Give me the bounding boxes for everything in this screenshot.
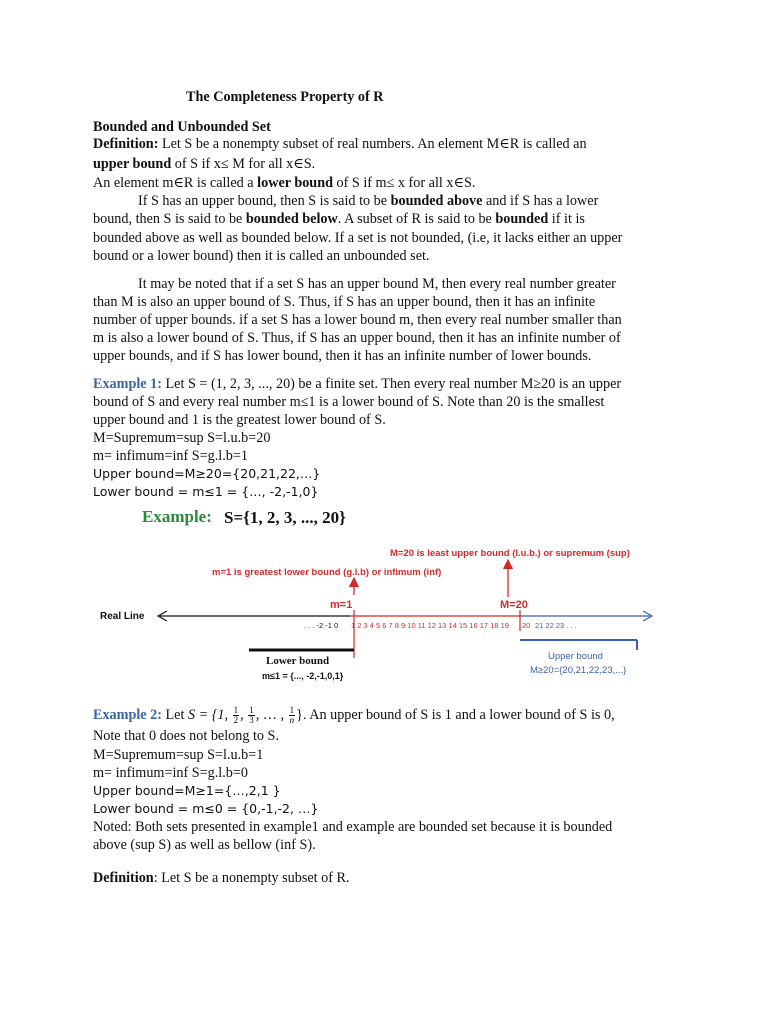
section-heading: Bounded and Unbounded Set — [93, 119, 271, 135]
example-1-label: Example 1: — [93, 376, 162, 392]
example-2-line-1: Example 2: Let S = {1, $\frac{1}{2}$ , $\frac{1}{3}$ , … , $\frac{1}{n}$ }. An upper bound of S is 1 and a lower bound of S is 0, — [93, 705, 615, 726]
fraction-one-half: $\frac{1}{2}$ — [233, 705, 239, 726]
definition-1-line-3: An element m∈R is called a lower bound of S if m≤ x for all x∈S. — [93, 175, 476, 191]
paragraph-1-line-1: If S has an upper bound, then S is said to be bounded above and if S has a lower — [138, 193, 599, 209]
real-line-label: Real Line — [100, 611, 145, 622]
paragraph-2-line-5: upper bounds, and if S has lower bound, then it has an infinite number of lower bounds. — [93, 348, 592, 364]
example-2-line-2: Note that 0 does not belong to S. — [93, 728, 279, 744]
example-2-note-line-1: Noted: Both sets presented in example1 and example are bounded set because it is bounded — [93, 819, 613, 835]
definition-1-line-2: upper bound of S if x≤ M for all x∈S. — [93, 156, 316, 172]
example-2-lower-bound-set: Lower bound = m≤0 = {0,-1,-2, …} — [93, 801, 319, 816]
definition-2: Definition: Let S be a nonempty subset of R. — [93, 870, 350, 886]
diagram-set: S={1, 2, 3, ..., 20} — [224, 508, 346, 527]
lower-bound-set: m≤1 = {..., -2,-1,0,1} — [262, 671, 344, 681]
tick-labels-positive: 21 22 23 . . . — [535, 621, 577, 630]
paragraph-2-line-3: number of upper bounds. if a set S has a lower bound m, then every real number smaller than — [93, 312, 622, 328]
paragraph-2-line-2: than M is also an upper bound of S. Thus, if S has an upper bound, then it has an infinite — [93, 294, 596, 310]
number-line-diagram — [92, 500, 672, 690]
example-1-upper-bound-set: Upper bound=M≥20={20,21,22,…} — [93, 466, 321, 481]
tick-labels-negative: . . . -2 -1 0 — [304, 621, 339, 630]
upper-bound-term: upper bound — [93, 156, 172, 172]
example-2-note-line-2: above (sup S) as well as bellow (inf S). — [93, 837, 316, 853]
upper-bound-title: Upper bound — [548, 651, 603, 662]
example-1-infimum: m= infimum=inf S=g.l.b=1 — [93, 448, 248, 464]
fraction-one-third: $\frac{1}{3}$ — [249, 705, 254, 726]
M-label: M=20 — [500, 599, 528, 611]
tick-label-20: 20 — [522, 621, 531, 630]
lower-bound-title: Lower bound — [266, 655, 330, 667]
example-1-line-3: upper bound and 1 is the greatest lower bound of S. — [93, 412, 386, 428]
example-2-upper-bound-set: Upper bound=M≥1={…,2,1 } — [93, 783, 281, 798]
paragraph-1-line-2: bound, then S is said to be bounded below. A subset of R is said to be bounded if it is — [93, 211, 585, 227]
example-2-label: Example 2: — [93, 707, 162, 723]
tick-labels-set: 1 2 3 4 5 6 7 8 9 10 11 12 13 14 15 16 17 18 19 — [351, 621, 509, 630]
example-1-lower-bound-set: Lower bound = m≤1 = {…, -2,-1,0} — [93, 484, 319, 499]
diagram-example-label: Example: — [142, 507, 212, 526]
definition-label: Definition: — [93, 136, 159, 152]
upper-bound-set: M≥20={20,21,22,23,...} — [530, 665, 627, 676]
example-2-supremum: M=Supremum=sup S=l.u.b=1 — [93, 747, 264, 763]
definition-1-line-1: Definition: Let S be a nonempty subset of real numbers. An element M∈R is called an — [93, 136, 587, 152]
lower-bound-term: lower bound — [257, 175, 333, 191]
fraction-one-over-n: $\frac{1}{n}$ — [289, 705, 295, 726]
example-1-line-1: Example 1: Let S = (1, 2, 3, ..., 20) be a finite set. Then every real number M≥20 is an upper — [93, 376, 622, 392]
definition-2-label: Definition — [93, 870, 154, 886]
paragraph-1-line-4: bound or a lower bound) then it is called an unbounded set. — [93, 248, 430, 264]
example-2-infimum: m= infimum=inf S=g.l.b=0 — [93, 765, 248, 781]
paragraph-1-line-3: bounded above as well as bounded below. If a set is not bounded, (i.e, it lacks either an upper — [93, 230, 623, 246]
page-title: The Completeness Property of R — [186, 89, 384, 105]
m-label: m=1 — [330, 599, 353, 611]
example-1-supremum: M=Supremum=sup S=l.u.b=20 — [93, 430, 271, 446]
supremum-caption: M=20 is least upper bound (l.u.b.) or supremum (sup) — [390, 548, 630, 559]
paragraph-2-line-4: m is also a lower bound of S. Thus, if S has an upper bound, then it has an infinite number of — [93, 330, 621, 346]
example-1-line-2: bound of S and every real number m≤1 is a lower bound of S. Note than 20 is the smallest — [93, 394, 605, 410]
infimum-caption: m=1 is greatest lower bound (g.l.b) or infimum (inf) — [212, 567, 442, 578]
paragraph-2-line-1: It may be noted that if a set S has an upper bound M, then every real number greater — [138, 276, 616, 292]
